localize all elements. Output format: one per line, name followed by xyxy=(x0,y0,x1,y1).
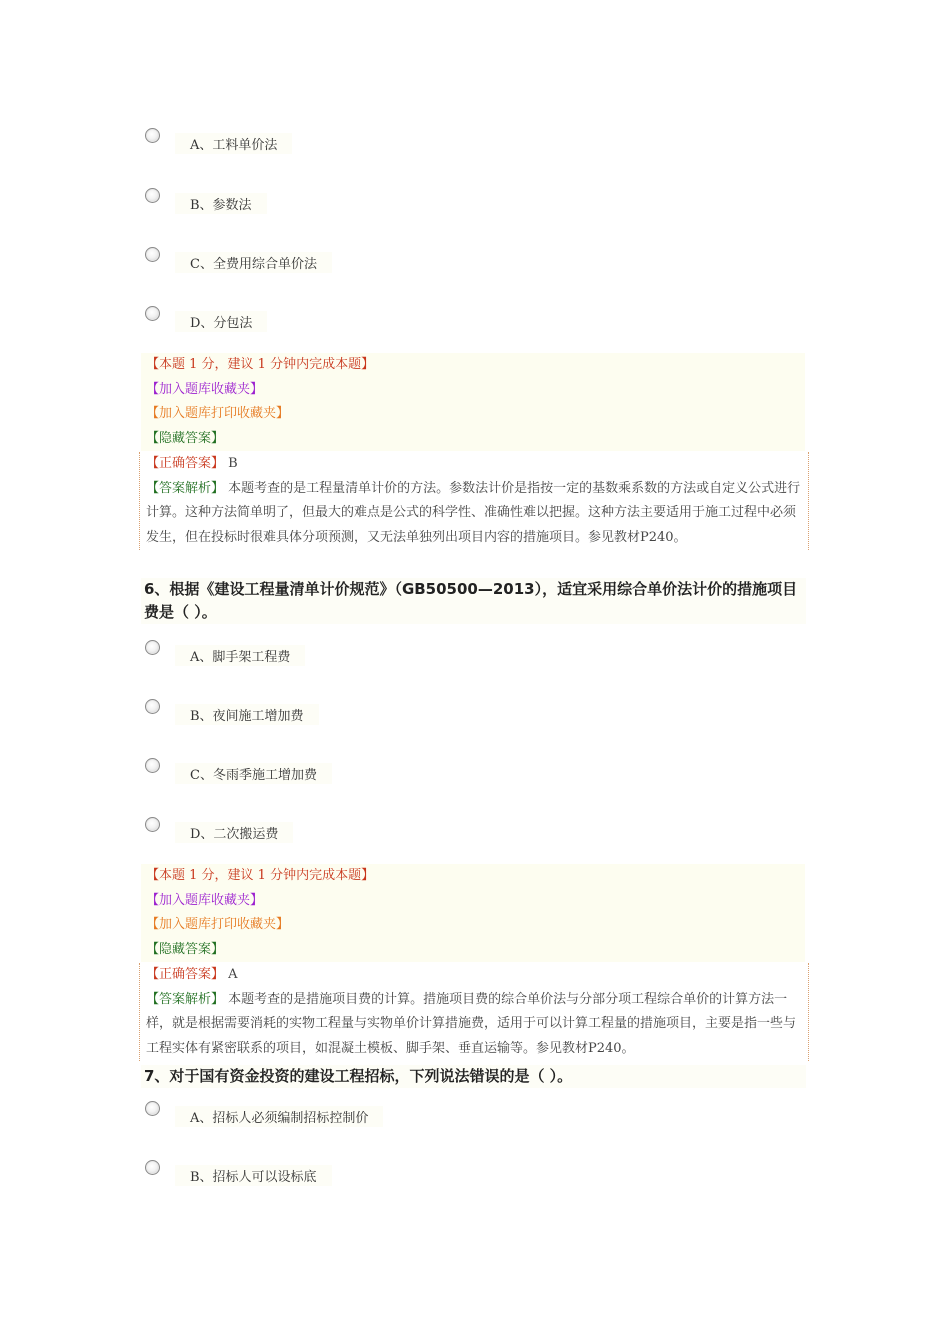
analysis-text: 本题考查的是工程量清单计价的方法。参数法计价是指按一定的基数乘系数的方法或自定义公式进行计算。这种方法简单明了，但最大的难点是公式的科学性、准确性难以把握。这种方法主要适用于施工过程中必须发生，但在投标时很难具体分项预测，又无法单独列出项目内容的措施项目。参见教材P240。 xyxy=(146,480,801,545)
option-d[interactable] xyxy=(145,306,445,336)
option-a[interactable] xyxy=(145,640,445,670)
option-b[interactable] xyxy=(145,1160,445,1190)
radio-button[interactable] xyxy=(145,1101,160,1116)
option-a[interactable] xyxy=(145,1101,445,1131)
add-favorite-link[interactable]: 【加入题库收藏夹】 xyxy=(146,892,264,908)
radio-button[interactable] xyxy=(145,640,160,655)
option-label: C、全费用综合单价法 xyxy=(175,252,332,273)
analysis-text: 本题考查的是措施项目费的计算。措施项目费的综合单价法与分部分项工程综合单价的计算方法一样，就是根据需要消耗的实物工程量与实物单价计算措施费，适用于可以计算工程量的措施项目，主要是指一些与工程实体有紧密联系的项目，如混凝土模板、脚手架、垂直运输等。参见教材P240。 xyxy=(146,991,797,1056)
radio-button[interactable] xyxy=(145,817,160,832)
option-label: B、招标人可以设标底 xyxy=(175,1165,332,1186)
option-label: A、工料单价法 xyxy=(175,133,292,154)
correct-answer-value: A xyxy=(228,967,238,982)
correct-answer-value: B xyxy=(228,456,238,471)
radio-button[interactable] xyxy=(145,699,160,714)
score-hint: 【本题 1 分，建议 1 分钟内完成本题】 xyxy=(146,357,375,372)
score-hint: 【本题 1 分，建议 1 分钟内完成本题】 xyxy=(146,868,375,883)
option-label: A、招标人必须编制招标控制价 xyxy=(175,1106,383,1127)
question-meta xyxy=(141,353,805,451)
option-label: A、脚手架工程费 xyxy=(175,645,305,666)
question-meta xyxy=(141,864,805,962)
question-title: 7、对于国有资金投资的建设工程招标，下列说法错误的是（ ）。 xyxy=(141,1065,806,1088)
correct-answer-label: 【正确答案】 xyxy=(146,967,225,982)
radio-button[interactable] xyxy=(145,247,160,262)
radio-button[interactable] xyxy=(145,128,160,143)
option-b[interactable] xyxy=(145,188,445,218)
hide-answer-link[interactable]: 【隐藏答案】 xyxy=(146,430,225,446)
option-c[interactable] xyxy=(145,247,445,277)
answer-box xyxy=(139,452,809,550)
option-a[interactable] xyxy=(145,128,445,158)
option-c[interactable] xyxy=(145,758,445,788)
add-print-favorite-link[interactable]: 【加入题库打印收藏夹】 xyxy=(146,406,290,421)
question-title: 6、根据《建设工程量清单计价规范》（GB50500—2013），适宜采用综合单价法计价的措施项目费是（ ）。 xyxy=(141,578,806,624)
option-label: D、分包法 xyxy=(175,311,267,332)
hide-answer-link[interactable]: 【隐藏答案】 xyxy=(146,941,225,957)
analysis-label: 【答案解析】 xyxy=(146,991,225,1007)
option-label: D、二次搬运费 xyxy=(175,822,293,843)
radio-button[interactable] xyxy=(145,1160,160,1175)
add-print-favorite-link[interactable]: 【加入题库打印收藏夹】 xyxy=(146,917,290,932)
answer-box xyxy=(139,963,809,1061)
radio-button[interactable] xyxy=(145,188,160,203)
option-label: C、冬雨季施工增加费 xyxy=(175,763,332,784)
radio-button[interactable] xyxy=(145,306,160,321)
option-label: B、参数法 xyxy=(175,193,267,214)
add-favorite-link[interactable]: 【加入题库收藏夹】 xyxy=(146,381,264,397)
option-label: B、夜间施工增加费 xyxy=(175,704,319,725)
correct-answer-label: 【正确答案】 xyxy=(146,456,225,471)
analysis-label: 【答案解析】 xyxy=(146,480,225,496)
option-b[interactable] xyxy=(145,699,445,729)
option-d[interactable] xyxy=(145,817,445,847)
radio-button[interactable] xyxy=(145,758,160,773)
